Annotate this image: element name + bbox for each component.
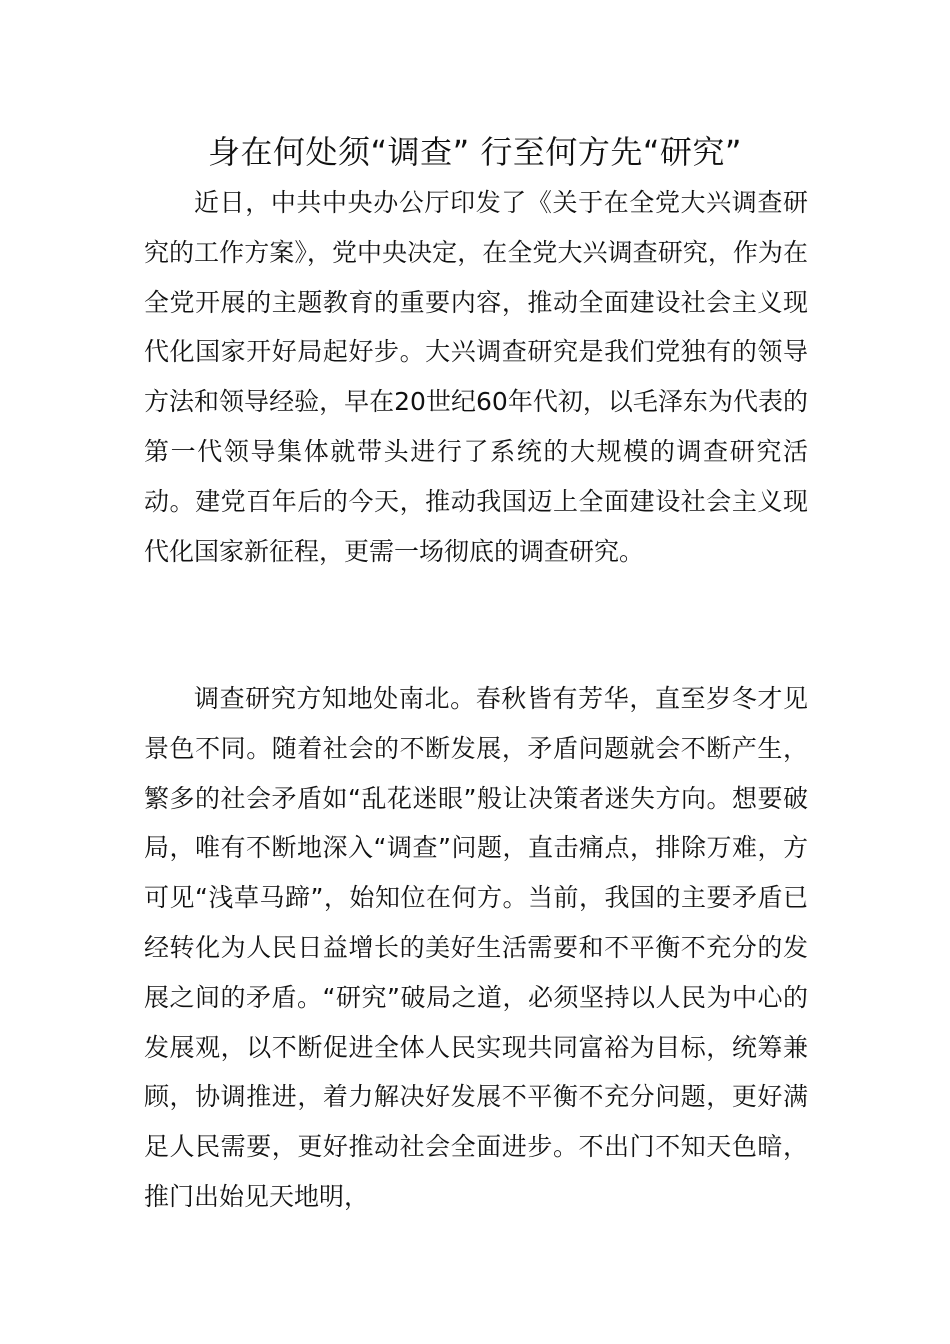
body-paragraph-1: 近日，中共中央办公厅印发了《关于在全党大兴调查研究的工作方案》，党中央决定，在全党大兴调查研究，作为在全党开展的主题教育的重要内容，推动全面建设社会主义现代化国家开好局起好步。大兴调查研究是我们党独有的领导方法和领导经验，早在20世纪60年代初，以毛泽东为代表的第一代领导集体就带头进行了系统的大规模的调查研究活动。建党百年后的今天，推动我国迈上全面建设社会主义现代化国家新征程，更需一场彻底的调查研究。 bbox=[144, 188, 808, 566]
body-paragraph-2: 调查研究方知地处南北。春秋皆有芳华，直至岁冬才见景色不同。随着社会的不断发展，矛盾问题就会不断产生，繁多的社会矛盾如“乱花迷眼”般让决策者迷失方向。想要破局，唯有不断地深入“调查”问题，直击痛点，排除万难，方可见“浅草马蹄”，始知位在何方。当前，我国的主要矛盾已经转化为人民日益增长的美好生活需要和不平衡不充分的发展之间的矛盾。“研究”破局之道，必须坚持以人民为中心的发展观，以不断促进全体人民实现共同富裕为目标，统筹兼顾，协调推进，着力解决好发展不平衡不充分问题，更好满足人民需要，更好推动社会全面进步。不出门不知天色暗，推门出始见天地明， bbox=[144, 684, 808, 1211]
document-title: 身在何处须“调查” 行至何方先“研究” bbox=[208, 133, 742, 171]
